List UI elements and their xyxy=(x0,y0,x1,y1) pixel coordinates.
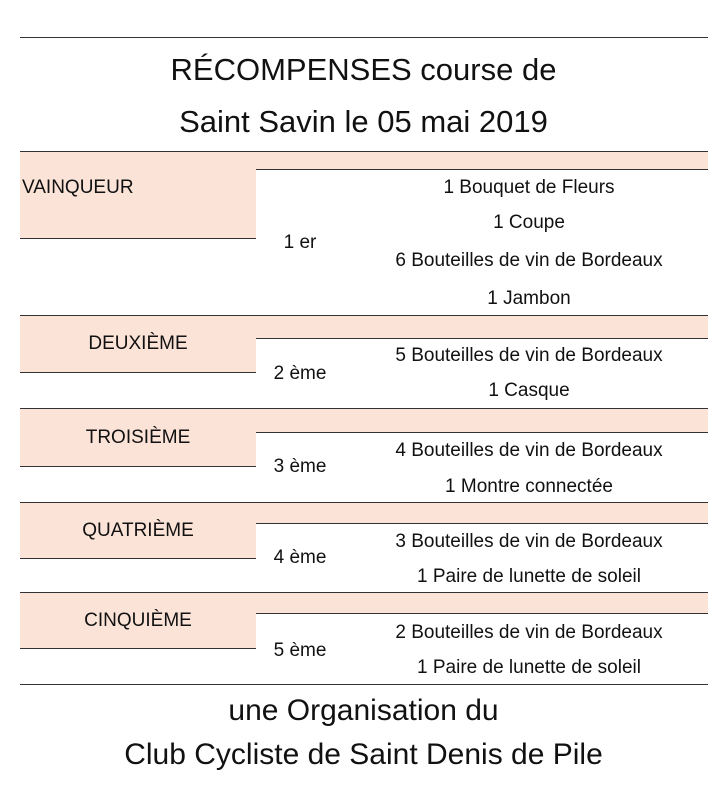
place-label-2: 2 ème xyxy=(273,363,327,384)
section-2-top-rule xyxy=(20,315,708,316)
place-label-1: 1 er xyxy=(283,232,317,253)
place-label-5: 5 ème xyxy=(273,640,327,661)
section-5-left-rule xyxy=(20,648,256,649)
right-band-3 xyxy=(256,408,708,432)
top-rule xyxy=(20,37,708,38)
rank-label-3: TROISIÈME xyxy=(85,427,191,448)
footer-line-2: Club Cycliste de Saint Denis de Pile xyxy=(124,738,603,771)
section-1-left-rule xyxy=(20,238,256,239)
bottom-rule xyxy=(20,684,708,685)
prize-3-2: 1 Montre connectée xyxy=(445,476,613,497)
prize-3-1: 4 Bouteilles de vin de Bordeaux xyxy=(395,440,663,461)
section-3-left-rule xyxy=(20,466,256,467)
page-title-line-2: Saint Savin le 05 mai 2019 xyxy=(179,104,548,139)
prize-1-4: 1 Jambon xyxy=(487,288,571,309)
footer-line-1: une Organisation du xyxy=(228,694,499,727)
right-band-1 xyxy=(256,151,708,169)
prize-2-1: 5 Bouteilles de vin de Bordeaux xyxy=(395,345,663,366)
right-band-5 xyxy=(256,592,708,613)
place-label-3: 3 ème xyxy=(273,456,327,477)
prize-5-2: 1 Paire de lunette de soleil xyxy=(417,657,641,678)
section-4-top-rule xyxy=(20,502,708,503)
prize-5-1: 2 Bouteilles de vin de Bordeaux xyxy=(395,622,663,643)
prize-4-1: 3 Bouteilles de vin de Bordeaux xyxy=(395,531,663,552)
right-band-2 xyxy=(256,315,708,338)
section-4-left-rule xyxy=(20,558,256,559)
prize-1-1: 1 Bouquet de Fleurs xyxy=(443,177,615,198)
place-label-4: 4 ème xyxy=(273,547,327,568)
section-1-right-rule xyxy=(256,169,708,170)
section-1-top-rule xyxy=(20,151,708,152)
section-2-left-rule xyxy=(20,372,256,373)
section-5-top-rule xyxy=(20,592,708,593)
prize-1-3: 6 Bouteilles de vin de Bordeaux xyxy=(395,250,663,271)
prize-2-2: 1 Casque xyxy=(488,380,570,401)
section-5-right-rule xyxy=(256,613,708,614)
page-title-line-1: RÉCOMPENSES course de xyxy=(170,52,557,87)
section-2-right-rule xyxy=(256,338,708,339)
prize-1-2: 1 Coupe xyxy=(493,212,565,233)
rank-label-5: CINQUIÈME xyxy=(84,610,192,631)
rank-label-4: QUATRIÈME xyxy=(82,520,194,541)
rank-label-2: DEUXIÈME xyxy=(88,333,188,354)
right-band-4 xyxy=(256,502,708,523)
section-4-right-rule xyxy=(256,523,708,524)
section-3-right-rule xyxy=(256,432,708,433)
rank-label-1: VAINQUEUR xyxy=(22,177,134,198)
prize-4-2: 1 Paire de lunette de soleil xyxy=(417,566,641,587)
section-3-top-rule xyxy=(20,408,708,409)
